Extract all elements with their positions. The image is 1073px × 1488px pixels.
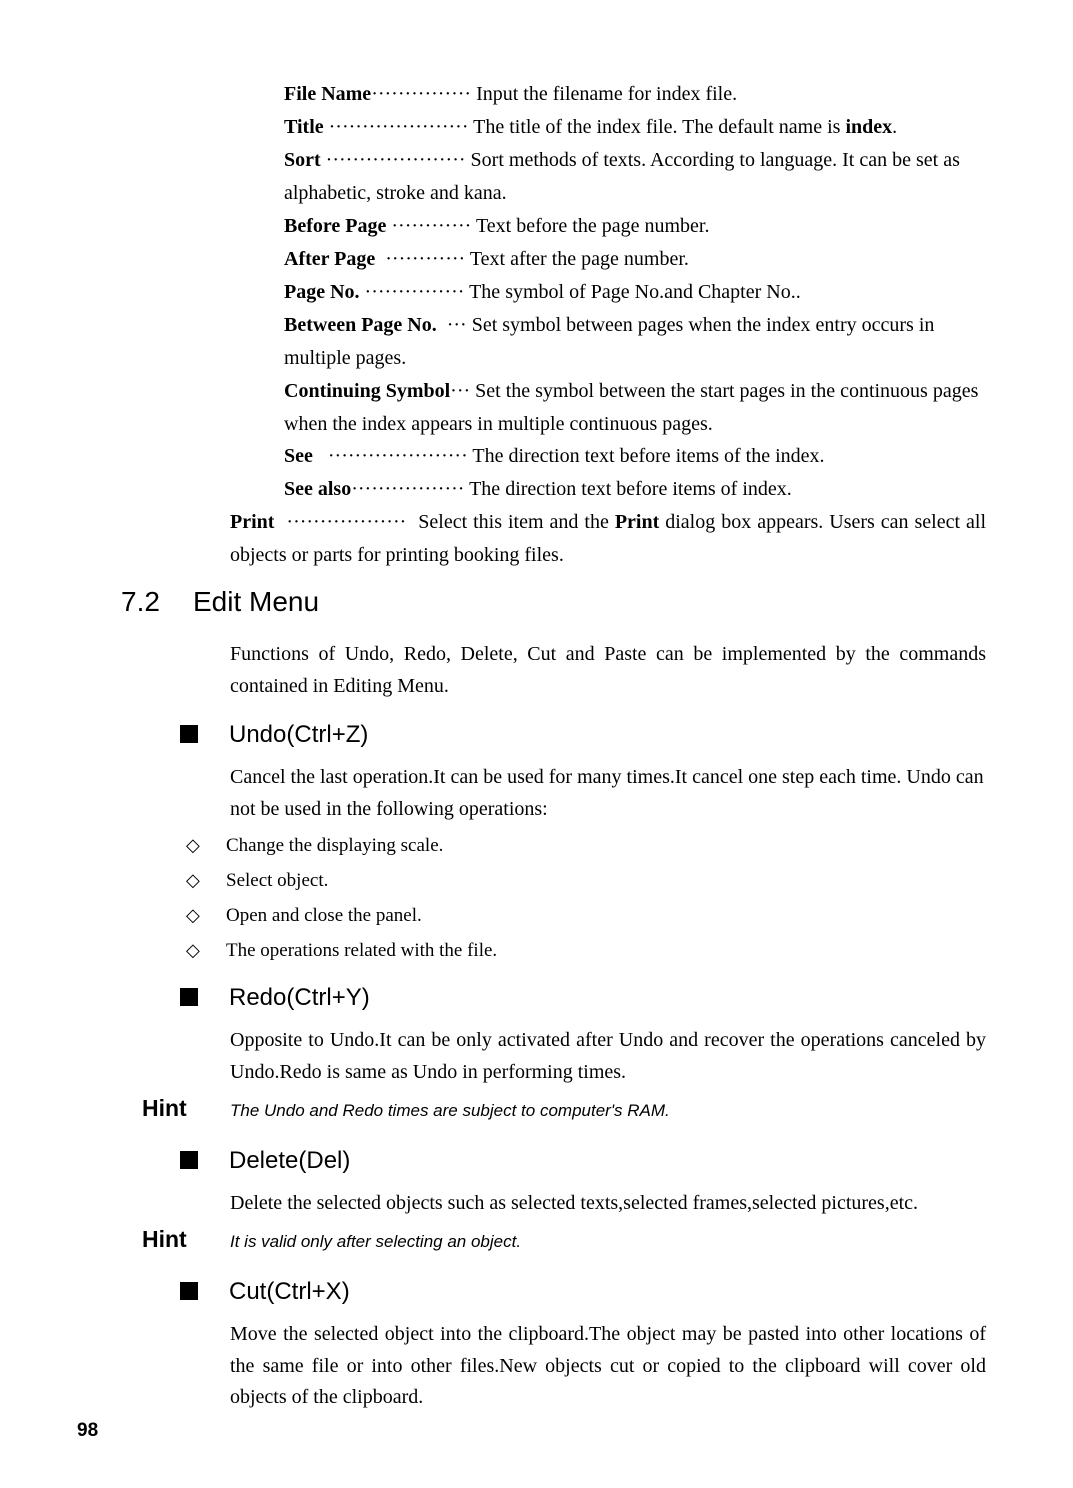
definition-after-page — [284, 243, 986, 276]
section-intro: Functions of Undo, Redo, Delete, Cut and Paste can be implemented by the commands contained in Editing Menu. — [230, 643, 986, 697]
definition-desc: Set symbol between pages when the index entry occurs in multiple pages. — [284, 314, 935, 369]
definition-desc: Set the symbol between the start pages in the continuous pages when the index appears in multiple continuous pages. — [284, 380, 979, 435]
definition-term: Between Page No. — [284, 314, 437, 336]
section-number: 7.2 — [121, 586, 160, 617]
definition-term: See — [284, 445, 313, 467]
definition-see — [284, 440, 986, 473]
leader-dots: ················· — [351, 478, 465, 500]
definition-title — [284, 111, 986, 144]
definition-page-no — [284, 276, 986, 309]
desc-text: The title of the index file. The default name is — [473, 116, 846, 138]
leader-dots: ············ — [385, 248, 466, 270]
subheading-text: Delete(Del) — [229, 1147, 351, 1174]
definition-term: Sort — [284, 149, 321, 171]
section-heading — [121, 582, 319, 622]
hint-label: Hint — [142, 1226, 187, 1252]
definition-desc — [473, 116, 897, 138]
definition-term: Print — [230, 511, 275, 533]
definition-term: File Name — [284, 83, 372, 105]
definition-desc: Input the filename for index file. — [476, 83, 738, 105]
subheading-delete — [180, 1146, 350, 1176]
page-number: 98 — [77, 1420, 99, 1441]
definition-continuing-symbol — [284, 375, 986, 441]
list-item-text: The operations related with the file. — [226, 940, 498, 961]
leader-dots: ··· — [446, 314, 467, 336]
definition-term: After Page — [284, 248, 376, 270]
desc-text: Select this item and the — [418, 511, 615, 533]
hint-text: It is valid only after selecting an object. — [230, 1232, 522, 1251]
section-title: Edit Menu — [193, 586, 320, 617]
desc-bold-text: index — [845, 116, 893, 138]
leader-dots: ····················· — [325, 149, 466, 171]
undo-text: Cancel the last operation.It can be used for many times.It cancel one step each time. Undo can not be used in the following operations: — [230, 766, 984, 820]
definition-desc: The symbol of Page No.and Chapter No.. — [469, 281, 801, 303]
definition-term: Before Page — [284, 215, 387, 237]
delete-text: Delete the selected objects such as selected texts,selected frames,selected pictures,etc. — [230, 1192, 919, 1214]
desc-bold-text: Print — [614, 511, 660, 533]
diamond-bullet-icon: ◇ — [186, 940, 200, 961]
square-bullet-icon — [180, 725, 198, 743]
hint-text: The Undo and Redo times are subject to computer's RAM. — [230, 1101, 670, 1120]
definition-between-page-no — [284, 309, 986, 375]
list-item-text: Select object. — [226, 870, 329, 891]
definition-term: Title — [284, 116, 324, 138]
definition-sort — [284, 144, 986, 210]
definition-desc: Text after the page number. — [469, 248, 689, 270]
definition-term: Page No. — [284, 281, 360, 303]
leader-dots: ············ — [391, 215, 472, 237]
definition-desc: Text before the page number. — [475, 215, 710, 237]
square-bullet-icon — [180, 988, 198, 1006]
redo-text: Opposite to Undo.It can be only activated after Undo and recover the operations canceled by Undo.Redo is same as Undo in performing times. — [230, 1029, 986, 1083]
diamond-bullet-icon: ◇ — [186, 870, 200, 891]
leader-dots: ····················· — [327, 445, 468, 467]
hint-redo — [142, 1095, 992, 1122]
list-item — [186, 866, 986, 896]
definition-desc: The direction text before items of the index. — [472, 445, 825, 467]
subheading-cut — [180, 1277, 350, 1307]
hint-delete — [142, 1226, 992, 1253]
subheading-text: Cut(Ctrl+X) — [229, 1278, 350, 1305]
leader-dots: ··············· — [371, 83, 472, 105]
list-item-text: Open and close the panel. — [226, 905, 422, 926]
list-item — [186, 936, 986, 966]
definition-desc: Sort methods of texts. According to language. It can be set as alphabetic, stroke and kana. — [284, 149, 960, 204]
cut-text: Move the selected object into the clipboard.The object may be pasted into other locations of the same file or into other files.New objects cut or copied to the clipboard will cover old objects of the clipboard. — [230, 1323, 986, 1408]
diamond-bullet-icon: ◇ — [186, 835, 200, 856]
definition-desc: The direction text before items of index. — [469, 478, 792, 500]
definition-see-also — [284, 473, 986, 506]
definition-term: Continuing Symbol — [284, 380, 451, 402]
list-item-text: Change the displaying scale. — [226, 835, 444, 856]
hint-label: Hint — [142, 1095, 187, 1121]
subheading-undo — [180, 720, 368, 750]
leader-dots: ····················· — [328, 116, 469, 138]
desc-text: dialog box appears. Users can select all objects or parts for printing booking files. — [230, 511, 987, 566]
definition-term: See also — [284, 478, 352, 500]
leader-dots: ··· — [450, 380, 471, 402]
subheading-text: Undo(Ctrl+Z) — [229, 721, 369, 748]
definition-before-page — [284, 210, 986, 243]
list-item — [186, 901, 986, 931]
leader-dots: ·················· — [286, 511, 407, 533]
subheading-redo — [180, 983, 370, 1013]
square-bullet-icon — [180, 1151, 198, 1169]
definition-print — [230, 506, 986, 572]
subheading-text: Redo(Ctrl+Y) — [229, 984, 370, 1011]
square-bullet-icon — [180, 1282, 198, 1300]
leader-dots: ··············· — [364, 281, 465, 303]
diamond-bullet-icon: ◇ — [186, 905, 200, 926]
desc-text: . — [892, 116, 898, 138]
definition-file-name — [284, 78, 986, 111]
list-item — [186, 831, 986, 861]
